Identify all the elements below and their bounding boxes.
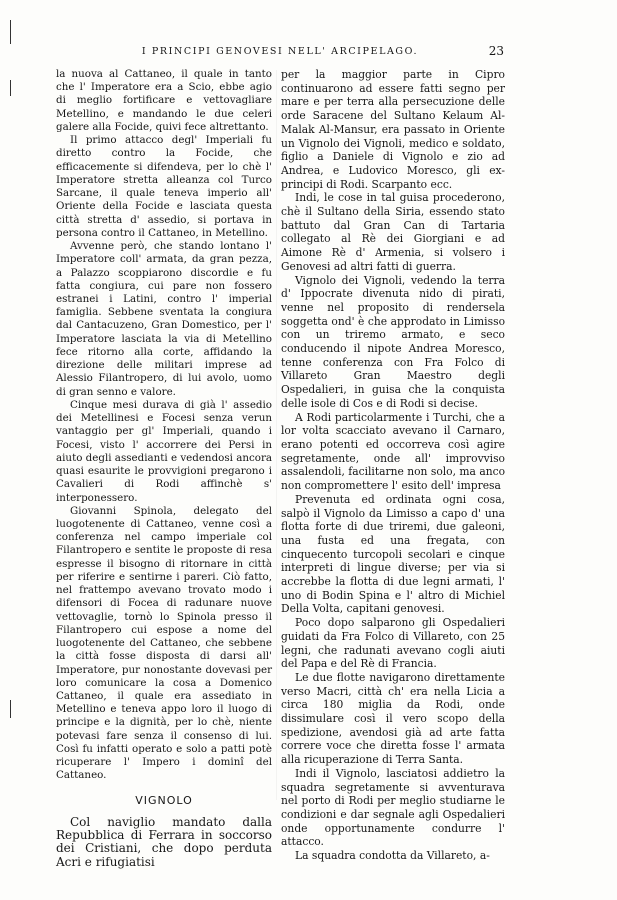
paragraph: Prevenuta ed ordinata ogni cosa, salpò il Vignolo da Limisso a capo d' una flotta forte di due triremi, due galeoni, una fusta ed una fregata, con cinquecento turcopoli secolari e cinque interpreti di lingue diverse; per via si accrebbe la flotta di due legni armati, l' uno di Bodin Spina e l' altro di Michiel Della Volta, capitani genovesi. (281, 492, 505, 616)
margin-mark (10, 80, 11, 96)
paragraph: Vignolo dei Vignoli, vedendo la terra d' Ippocrate divenuta nido di pirati, venne nel proposito di rendersela soggetta ond' è che approdato in Limisso con un triremo armato, e seco conducendo il nipote Andrea Moresco, tenne conferenza con Fra Folco di Villareto Gran Maestro degli Ospedalieri, in guisa che la conquista delle isole di Cos e di Rodi si decise. (281, 273, 505, 410)
right-column (281, 68, 505, 863)
paragraph: Poco dopo salparono gli Ospedalieri guidati da Fra Folco di Villareto, con 25 legni, che radunati avevano cogli aiuti del Papa e del Rè di Francia. (281, 616, 505, 671)
column-gutter (276, 70, 277, 800)
paragraph: La squadra condotta da Villareto, a- (295, 849, 490, 863)
margin-mark (10, 700, 11, 718)
paragraph: A Rodi particolarmente i Turchi, che a lor volta scacciato avevano il Carnaro, erano potenti ed occorreva così agire segretamente, onde all' improvviso assalendoli, facilitarne non solo, ma anco non compromettere l' esito dell' impresa (281, 410, 505, 493)
section-heading: VIGNOLO (135, 793, 193, 807)
running-header (56, 46, 504, 62)
paragraph: Il primo attacco degl' Imperiali fu diretto contro la Focide, che efficacemente si difendeva, per lo chè l' Imperatore stretta alleanza col Turco Sarcane, il quale teneva imperio all' Oriente della Focide e lasciata questa città stretta d' assedio, si portava in persona contro il Cattaneo, in Metellino. (56, 134, 272, 239)
paragraph: Col naviglio mandato dalla Repubblica di Ferrara in soccorso dei Cristiani, che dopo perduta Acri e rifugiatisi (56, 814, 272, 869)
margin-mark (10, 20, 11, 44)
paragraph: Avvenne però, che stando lontano l' Imperatore coll' armata, da gran pezza, a Palazzo scoppiarono discordie e fu fatta congiura, cui pare non fossero estranei i Latini, contro l' imperial famiglia. Sebbene sventata la congiura dal Cantacuzeno, Gran Domestico, per l' Imperatore lasciata la via di Metellino fece ritorno alla corte, affidando la direzione delle militari imprese ad Alessio Filantropero, di lui avolo, uomo di gran senno e valore. (56, 240, 272, 398)
paragraph: Cinque mesi durava di già l' assedio dei Metellinesi e Focesi senza verun vantaggio per gl' Imperiali, quando i Focesi, visto l' accorrere dei Persi in aiuto degli assedianti e vedendosi ancora quasi esaurite le provvigioni pregarono i Cavalieri di Rodi affinchè s' interponessero. (56, 398, 273, 504)
paragraph: la nuova al Cattaneo, il quale in tanto che l' Imperatore era a Scio, ebbe agio di meglio fortificare e vettovagliare Metellino, e mandando le due celeri galere alla Focide, quivi fece altrettanto. (56, 68, 272, 133)
running-title: I PRINCIPI GENOVESI NELL' ARCIPELAGO. (141, 46, 419, 57)
page-number: 23 (488, 44, 504, 58)
paragraph: Indi, le cose in tal guisa procederono, chè il Sultano della Siria, essendo stato battuto dal Gran Can di Tartaria collegato al Rè dei Giorgiani e ad Aimone Rè d' Armenia, si volsero i Genovesi ad altri fatti di guerra. (281, 191, 505, 273)
paragraph: Le due flotte navigarono direttamente verso Macri, città ch' era nella Licia a circa 180 miglia da Rodi, onde dissimulare così il vero scopo della spedizione, avendosi già ad arte fatta correre voce che diretta fosse l' armata alla ricuperazione di Terra Santa. (281, 670, 505, 767)
paragraph: per la maggior parte in Cipro continuarono ad essere fatti segno per mare e per terra alla persecuzione delle orde Saracene del Sultano Kelaum Al-Malak Al-Mansur, era passato in Oriente un Vignolo dei Vignoli, medico e soldato, figlio a Daniele di Vignolo e zio ad Andrea, e Ludovico Moresco, gli ex-principi di Rodi. Scarpanto ecc. (281, 68, 505, 191)
paragraph: Indi il Vignolo, lasciatosi addietro la squadra segretamente si avventurava nel porto di Rodi per meglio studiarne le condizioni e dar segnale agli Ospedalieri onde opportunamente condurre l' attacco. (281, 766, 505, 849)
paragraph: Giovanni Spinola, delegato del luogotenente di Cattaneo, venne così a conferenza nel campo imperiale col Filantropero e sentite le proposte di resa espresse il bisogno di ritornare in città per riferire e sentirne i pareri. Ciò fatto, nel frattempo avevano trovato modo i difensori di Focea di radunare nuove vettovaglie, tornò lo Spinola presso il Filantropero cui espose a nome del luogotenente del Cattaneo, che sebbene la città fosse disposta di darsi all' Imperatore, pur nonostante dovevasi per loro comunicare la cosa a Domenico Cattaneo, il quale era assediato in Metellino e teneva appo loro il luogo di principe e la dignità, per lo chè, niente potevasi fare senza il consenso di lui. Così fu infatti operato e solo a patti potè ricuperare l' Impero i dominî del Cattaneo. (56, 504, 272, 782)
left-column (56, 68, 272, 869)
